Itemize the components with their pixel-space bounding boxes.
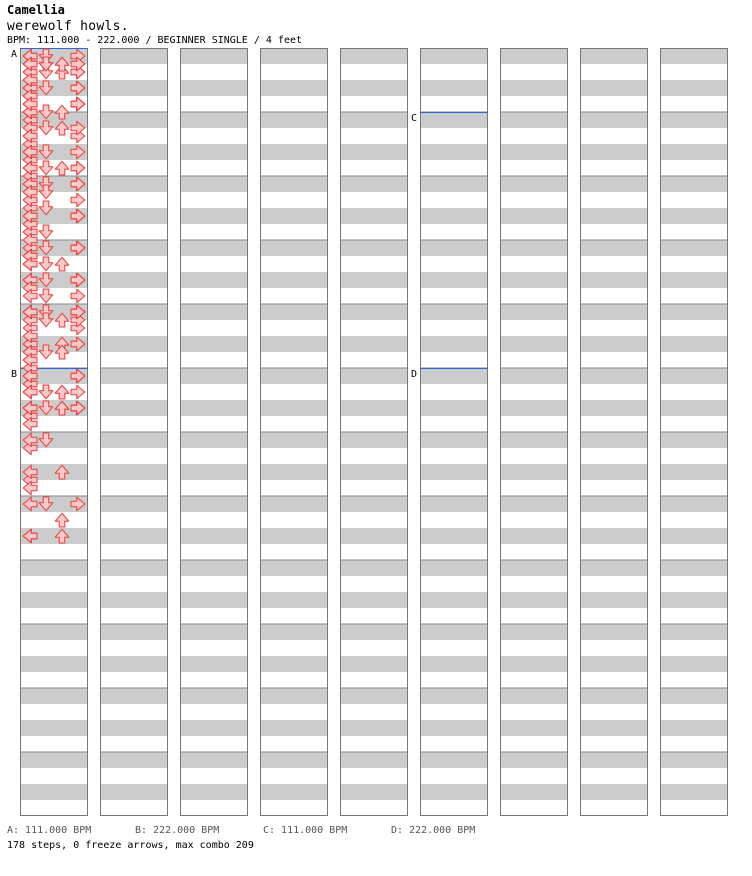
beat-stripe xyxy=(580,304,648,320)
beat-stripe xyxy=(100,496,168,512)
beat-stripe xyxy=(260,528,328,544)
beat-stripe xyxy=(260,560,328,576)
beat-stripe xyxy=(580,752,648,768)
beat-stripe xyxy=(20,784,88,800)
beat-stripe xyxy=(420,272,488,288)
beat-stripe xyxy=(180,432,248,448)
beat-stripe xyxy=(340,272,408,288)
beat-stripe xyxy=(260,432,328,448)
beat-stripe xyxy=(180,752,248,768)
chart-column xyxy=(500,48,568,816)
beat-stripe xyxy=(340,624,408,640)
beat-stripe xyxy=(660,688,728,704)
beat-stripe xyxy=(500,272,568,288)
beat-stripe xyxy=(340,528,408,544)
beat-stripe xyxy=(260,720,328,736)
beat-stripe xyxy=(500,720,568,736)
beat-stripe xyxy=(20,688,88,704)
beat-stripe xyxy=(180,464,248,480)
beat-stripe xyxy=(420,304,488,320)
beat-stripe xyxy=(340,752,408,768)
beat-stripe xyxy=(580,336,648,352)
beat-stripe xyxy=(500,560,568,576)
beat-stripe xyxy=(100,176,168,192)
beat-stripe xyxy=(660,272,728,288)
beat-stripe xyxy=(340,784,408,800)
beat-stripe xyxy=(100,656,168,672)
bpm-marker-label: B xyxy=(11,369,18,380)
beat-stripe xyxy=(340,336,408,352)
beat-stripe xyxy=(100,720,168,736)
beat-stripe xyxy=(340,80,408,96)
beat-stripe xyxy=(20,624,88,640)
beat-stripe xyxy=(180,624,248,640)
beat-stripe xyxy=(180,560,248,576)
beat-stripe xyxy=(660,208,728,224)
beat-stripe xyxy=(180,688,248,704)
beat-stripe xyxy=(180,528,248,544)
artist-name: Camellia xyxy=(7,3,65,17)
beat-stripe xyxy=(580,272,648,288)
chart-column xyxy=(420,48,488,816)
beat-stripe xyxy=(500,624,568,640)
beat-stripe xyxy=(420,624,488,640)
beat-stripe xyxy=(180,80,248,96)
beat-stripe xyxy=(420,688,488,704)
bpm-marker-label: C xyxy=(411,113,418,124)
beat-stripe xyxy=(660,624,728,640)
beat-stripe xyxy=(260,688,328,704)
beat-stripe xyxy=(180,176,248,192)
beat-stripe xyxy=(180,272,248,288)
beat-stripe xyxy=(340,688,408,704)
beat-stripe xyxy=(660,112,728,128)
beat-stripe xyxy=(580,560,648,576)
beat-stripe xyxy=(340,656,408,672)
beat-stripe xyxy=(500,240,568,256)
beat-stripe xyxy=(180,208,248,224)
beat-stripe xyxy=(580,656,648,672)
beat-stripe xyxy=(420,432,488,448)
beat-stripe xyxy=(180,304,248,320)
beat-stripe xyxy=(100,688,168,704)
beat-stripe xyxy=(180,240,248,256)
beat-stripe xyxy=(260,208,328,224)
beat-stripe xyxy=(340,48,408,64)
beat-stripe xyxy=(260,784,328,800)
beat-stripe xyxy=(580,208,648,224)
beat-stripe xyxy=(180,336,248,352)
beat-stripe xyxy=(500,656,568,672)
beat-stripe xyxy=(660,144,728,160)
beat-stripe xyxy=(340,176,408,192)
beat-stripe xyxy=(340,560,408,576)
beat-stripe xyxy=(580,496,648,512)
beat-stripe xyxy=(420,144,488,160)
beat-stripe xyxy=(500,80,568,96)
chart-column xyxy=(100,48,168,816)
beat-stripe xyxy=(660,752,728,768)
beat-stripe xyxy=(100,624,168,640)
beat-stripe xyxy=(260,240,328,256)
beat-stripe xyxy=(340,304,408,320)
beat-stripe xyxy=(500,496,568,512)
beat-stripe xyxy=(100,592,168,608)
beat-stripe xyxy=(420,176,488,192)
beat-stripe xyxy=(340,400,408,416)
beat-stripe xyxy=(340,112,408,128)
chart-column xyxy=(340,48,408,816)
beat-stripe xyxy=(580,368,648,384)
beat-stripe xyxy=(180,720,248,736)
bpm-info: BPM: 111.000 - 222.000 / BEGINNER SINGLE / 4 feet xyxy=(7,35,303,46)
beat-stripe xyxy=(660,656,728,672)
step-stats: 178 steps, 0 freeze arrows, max combo 209 xyxy=(7,840,254,851)
beat-stripe xyxy=(660,48,728,64)
beat-stripe xyxy=(580,784,648,800)
beat-stripe xyxy=(260,656,328,672)
beat-stripe xyxy=(580,528,648,544)
legend-item-a: A: 111.000 BPM xyxy=(7,825,92,836)
beat-stripe xyxy=(660,528,728,544)
beat-stripe xyxy=(580,720,648,736)
beat-stripe xyxy=(100,560,168,576)
beat-stripe xyxy=(500,112,568,128)
beat-stripe xyxy=(180,592,248,608)
legend-item-d: D: 222.000 BPM xyxy=(391,825,476,836)
beat-stripe xyxy=(20,560,88,576)
beat-stripe xyxy=(180,368,248,384)
beat-stripe xyxy=(500,208,568,224)
beat-stripe xyxy=(20,752,88,768)
beat-stripe xyxy=(580,240,648,256)
beat-stripe xyxy=(500,400,568,416)
beat-stripe xyxy=(580,464,648,480)
beat-stripe xyxy=(180,656,248,672)
beat-stripe xyxy=(500,336,568,352)
beat-stripe xyxy=(340,240,408,256)
beat-stripe xyxy=(500,752,568,768)
beat-stripe xyxy=(660,560,728,576)
beat-stripe xyxy=(340,592,408,608)
beat-stripe xyxy=(660,592,728,608)
beat-stripe xyxy=(260,112,328,128)
beat-stripe xyxy=(420,752,488,768)
beat-stripe xyxy=(340,720,408,736)
beat-stripe xyxy=(660,240,728,256)
beat-stripe xyxy=(420,560,488,576)
beat-stripe xyxy=(100,208,168,224)
beat-stripe xyxy=(260,176,328,192)
bpm-marker-label: A xyxy=(11,49,18,60)
beat-stripe xyxy=(100,80,168,96)
beat-stripe xyxy=(420,464,488,480)
beat-stripe xyxy=(500,528,568,544)
beat-stripe xyxy=(100,432,168,448)
beat-stripe xyxy=(660,432,728,448)
beat-stripe xyxy=(420,208,488,224)
beat-stripe xyxy=(500,48,568,64)
beat-stripe xyxy=(420,400,488,416)
beat-stripe xyxy=(420,240,488,256)
beat-stripe xyxy=(340,464,408,480)
beat-stripe xyxy=(100,528,168,544)
beat-stripe xyxy=(180,784,248,800)
beat-stripe xyxy=(500,784,568,800)
beat-stripe xyxy=(180,400,248,416)
beat-stripe xyxy=(420,528,488,544)
beat-stripe xyxy=(260,592,328,608)
beat-stripe xyxy=(340,432,408,448)
beat-stripe xyxy=(660,464,728,480)
beat-stripe xyxy=(580,400,648,416)
beat-stripe xyxy=(100,304,168,320)
beat-stripe xyxy=(580,112,648,128)
beat-stripe xyxy=(580,592,648,608)
beat-stripe xyxy=(420,592,488,608)
beat-stripe xyxy=(260,624,328,640)
beat-stripe xyxy=(180,112,248,128)
beat-stripe xyxy=(100,368,168,384)
beat-stripe xyxy=(260,464,328,480)
beat-stripe xyxy=(260,304,328,320)
beat-stripe xyxy=(260,752,328,768)
chart-column xyxy=(260,48,328,816)
beat-stripe xyxy=(420,368,488,384)
beat-stripe xyxy=(580,176,648,192)
beat-stripe xyxy=(500,144,568,160)
beat-stripe xyxy=(100,336,168,352)
beat-stripe xyxy=(420,784,488,800)
beat-stripe xyxy=(660,368,728,384)
beat-stripe xyxy=(580,80,648,96)
beat-stripe xyxy=(260,496,328,512)
beat-stripe xyxy=(500,592,568,608)
beat-stripe xyxy=(260,272,328,288)
beat-stripe xyxy=(260,368,328,384)
beat-stripe xyxy=(580,432,648,448)
beat-stripe xyxy=(420,720,488,736)
beat-stripe xyxy=(660,336,728,352)
beat-stripe xyxy=(260,336,328,352)
beat-stripe xyxy=(420,336,488,352)
beat-stripe xyxy=(20,656,88,672)
beat-stripe xyxy=(660,720,728,736)
beat-stripe xyxy=(100,784,168,800)
beat-stripe xyxy=(180,48,248,64)
beat-stripe xyxy=(100,48,168,64)
beat-stripe xyxy=(580,624,648,640)
beat-stripe xyxy=(20,592,88,608)
beat-stripe xyxy=(100,400,168,416)
beat-stripe xyxy=(100,272,168,288)
beat-stripe xyxy=(180,496,248,512)
beat-stripe xyxy=(260,80,328,96)
beat-stripe xyxy=(580,48,648,64)
beat-stripe xyxy=(340,208,408,224)
beat-stripe xyxy=(420,656,488,672)
beat-stripe xyxy=(500,432,568,448)
chart-column xyxy=(660,48,728,816)
beat-stripe xyxy=(260,48,328,64)
beat-stripe xyxy=(580,144,648,160)
legend-item-b: B: 222.000 BPM xyxy=(135,825,220,836)
beat-stripe xyxy=(580,688,648,704)
beat-stripe xyxy=(500,464,568,480)
beat-stripe xyxy=(340,496,408,512)
song-title: werewolf howls. xyxy=(7,19,129,34)
beat-stripe xyxy=(660,176,728,192)
bpm-marker-label: D xyxy=(411,369,418,380)
beat-stripe xyxy=(260,144,328,160)
beat-stripe xyxy=(100,112,168,128)
beat-stripe xyxy=(340,368,408,384)
beat-stripe xyxy=(100,240,168,256)
bpm-legend xyxy=(7,825,519,836)
beat-stripe xyxy=(500,368,568,384)
beat-stripe xyxy=(420,48,488,64)
beat-stripe xyxy=(660,496,728,512)
beat-stripe xyxy=(180,144,248,160)
beat-stripe xyxy=(20,720,88,736)
beat-stripe xyxy=(420,496,488,512)
beat-stripe xyxy=(100,144,168,160)
beat-stripe xyxy=(660,304,728,320)
beat-stripe xyxy=(100,752,168,768)
beat-stripe xyxy=(420,112,488,128)
legend-item-c: C: 111.000 BPM xyxy=(263,825,348,836)
chart-column xyxy=(580,48,648,816)
beat-stripe xyxy=(660,784,728,800)
beat-stripe xyxy=(260,400,328,416)
chart-column xyxy=(180,48,248,816)
beat-stripe xyxy=(500,176,568,192)
beat-stripe xyxy=(500,688,568,704)
beat-stripe xyxy=(420,80,488,96)
beat-stripe xyxy=(660,80,728,96)
beat-stripe xyxy=(100,464,168,480)
beat-stripe xyxy=(500,304,568,320)
beat-stripe xyxy=(340,144,408,160)
beat-stripe xyxy=(660,400,728,416)
